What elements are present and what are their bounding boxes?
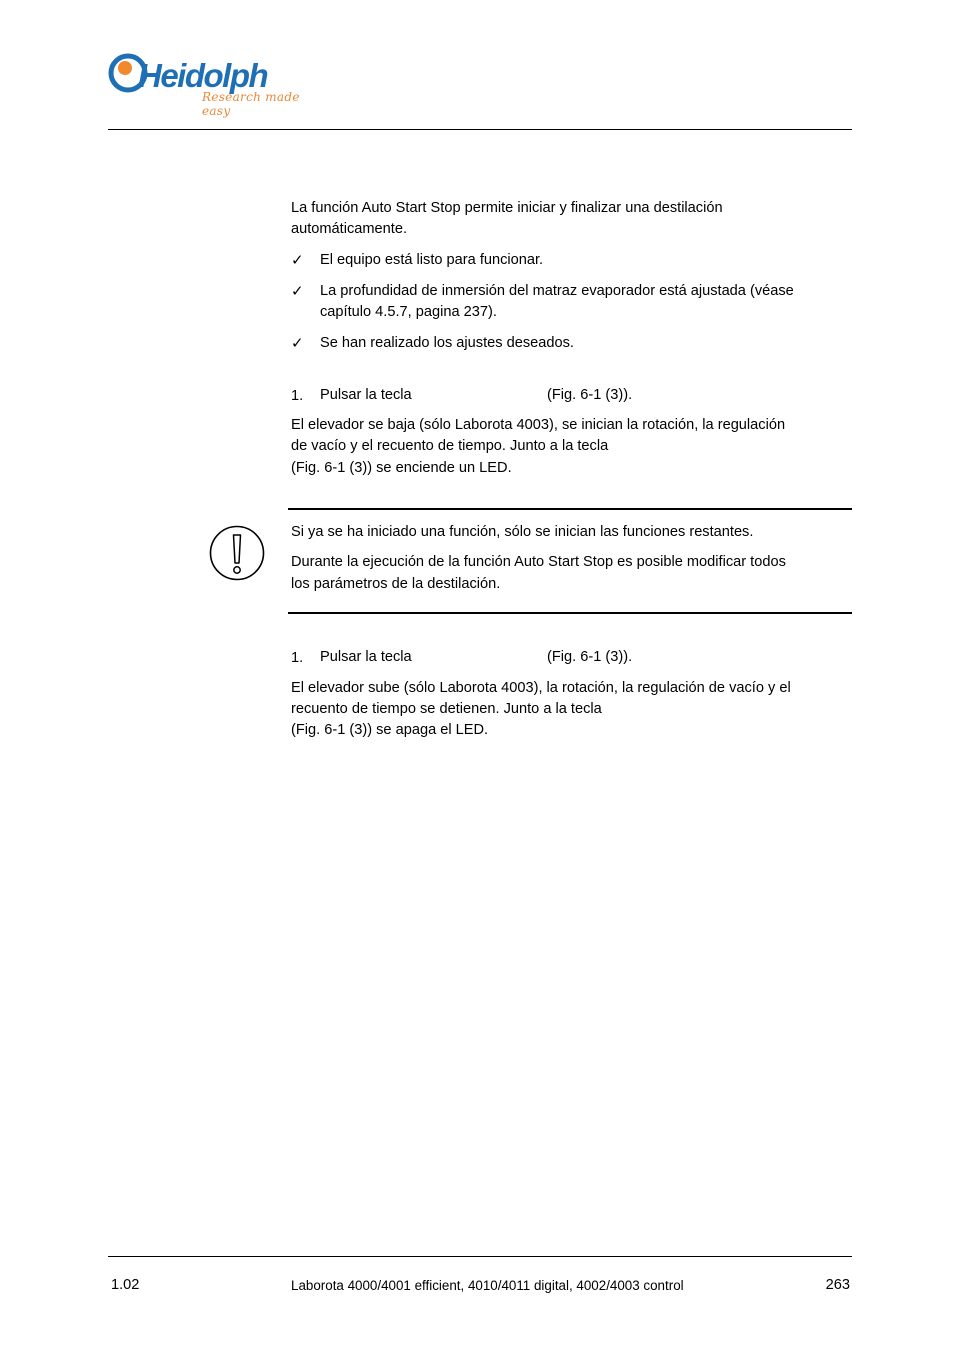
header-rule [108,129,852,130]
result-line: (Fig. 6-1 (3)) se enciende un LED. [291,460,512,476]
note-line: Durante la ejecución de la función Auto Start Stop es posible modificar todos [291,554,786,570]
footer-rule [108,1256,852,1257]
step-number: 1. [291,650,304,666]
checkmark-icon: ✓ [291,283,304,300]
footer-product: Laborota 4000/4001 efficient, 4010/4011 digital, 4002/4003 control [291,1278,684,1293]
result-line: El elevador sube (sólo Laborota 4003), la rotación, la regulación de vacío y el [291,680,791,696]
checkmark-icon: ✓ [291,335,304,352]
step-text: Pulsar la tecla [320,649,412,665]
list-item-text: capítulo 4.5.7, pagina 237). [320,304,497,320]
checkmark-icon: ✓ [291,252,304,269]
result-line: de vacío y el recuento de tiempo. Junto a la tecla [291,438,609,454]
step-text: Pulsar la tecla [320,387,412,403]
logo-tagline: Research made easy [202,90,300,118]
intro-line: La función Auto Start Stop permite iniciar y finalizar una destilación [291,200,723,216]
list-item-text: Se han realizado los ajustes deseados. [320,335,574,351]
result-line: recuento de tiempo se detienen. Junto a la tecla [291,701,602,717]
result-line: El elevador se baja (sólo Laborota 4003), se inician la rotación, la regulación [291,417,786,433]
step-figure-ref: (Fig. 6-1 (3)). [547,387,633,403]
list-item-text: La profundidad de inmersión del matraz evaporador está ajustada (véase [320,283,794,299]
note-top-rule [288,508,852,510]
step-number: 1. [291,388,304,404]
exclamation-icon [209,524,266,582]
note-line: Si ya se ha iniciado una función, sólo se inician las funciones restantes. [291,524,754,540]
intro-line: automáticamente. [291,221,408,237]
note-line: los parámetros de la destilación. [291,576,501,592]
logo-wordmark: Heidolph [138,57,268,94]
step-figure-ref: (Fig. 6-1 (3)). [547,649,633,665]
page-number: 263 [825,1277,850,1293]
note-bottom-rule [288,612,852,614]
heidolph-logo [108,52,323,118]
list-item-text: El equipo está listo para funcionar. [320,252,544,268]
result-line: (Fig. 6-1 (3)) se apaga el LED. [291,722,489,738]
footer-version: 1.02 [111,1277,140,1293]
